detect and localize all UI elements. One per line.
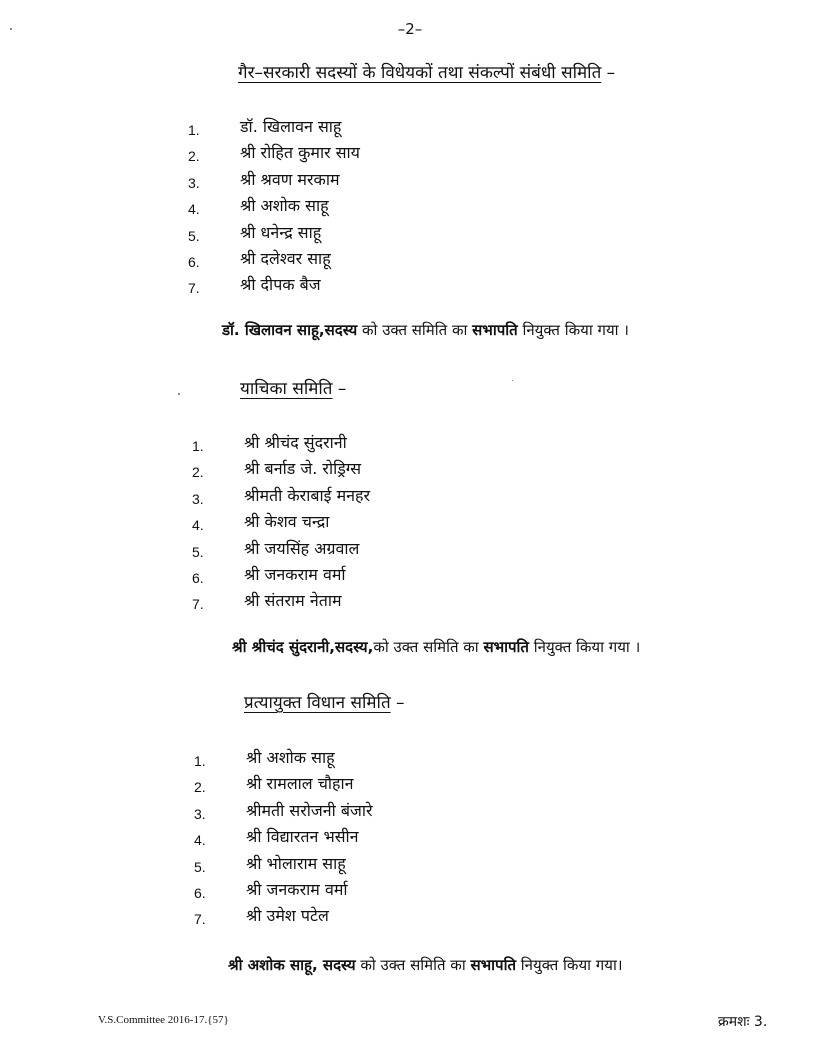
member-name: श्री उमेश पटेल [246,906,329,926]
item-number: 4. [194,832,206,849]
appointment-text: को उक्त समिति का [373,638,484,656]
appointment-text: को उक्त समिति का [355,956,471,974]
item-number: 6. [188,253,200,270]
committee-title: याचिका समिति [240,379,333,399]
committee-title: प्रत्यायुक्त विधान समिति [244,693,391,713]
heading-dash: – [396,693,405,713]
item-number: 1. [194,753,206,769]
item-number: 7. [188,280,200,297]
continued-marker: क्रमशः 3. [718,1014,768,1030]
member-name: श्री अशोक साहू [240,196,329,216]
item-number: 7. [192,596,204,613]
committee-heading [244,690,405,713]
item-number: 2. [194,779,206,796]
chair-appointment [232,637,640,657]
member-name: श्री केशव चन्द्रा [244,512,330,532]
appointment-text: को उक्त समिति का [357,321,473,339]
committee-heading [238,60,615,83]
item-number: 6. [194,884,206,901]
item-number: 4. [192,517,204,534]
member-name: श्रीमती सरोजनी बंजारे [246,800,373,820]
appointment-text: नियुक्त किया गया। [516,956,623,974]
item-number: 3. [188,174,200,191]
member-name: श्रीमती केराबाई मनहर [244,485,371,505]
heading-dash: – [337,379,347,399]
item-number: 2. [192,464,204,481]
member-name: श्री दीपक बैज [240,275,321,295]
member-name: श्री जनकराम वर्मा [244,564,346,584]
member-name: श्री दलेश्वर साहू [240,248,331,268]
scan-speck [512,380,513,381]
member-name: श्री रामलाल चौहान [246,774,354,794]
member-name: श्री जयसिंह अग्रवाल [244,538,360,558]
item-number: 3. [192,490,204,507]
member-name: श्री विद्यारतन भसीन [246,827,359,847]
appointment-text: नियुक्त किया गया । [528,638,641,656]
chair-role: सभापति [483,638,529,656]
chair-appointment [222,320,629,340]
member-name: डॉ. खिलावन साहू [240,117,342,136]
heading-dash: – [606,63,616,83]
item-number: 4. [188,201,200,218]
item-number: 1. [192,438,204,454]
item-number: 3. [194,805,206,822]
chair-appointment [228,955,623,975]
member-name: श्री जनकराम वर्मा [246,879,348,899]
item-number: 7. [194,911,206,928]
chair-role: सभापति [470,956,517,974]
chair-name: श्री श्रीचंद सुंदरानी,सदस्य, [232,638,374,656]
item-number: 2. [188,148,200,165]
page-number: –2– [397,20,423,38]
member-name: श्री संतराम नेताम [244,591,342,611]
chair-name: श्री अशोक साहू, सदस्य [228,956,356,974]
document-reference: V.S.Committee 2016-17.{57} [98,1014,229,1026]
item-number: 5. [194,858,206,875]
member-name: श्री श्रवण मरकाम [240,169,340,189]
member-name: श्री धनेन्द्र साहू [240,222,322,242]
appointment-text: नियुक्त किया गया । [517,321,629,339]
chair-name: डॉ. खिलावन साहू,सदस्य [222,321,358,339]
member-name: श्री अशोक साहू [246,748,335,767]
item-number: 6. [192,569,204,586]
chair-role: सभापति [472,321,518,339]
scan-speck [178,393,180,395]
committee-title: गैर–सरकारी सदस्यों के विधेयकों तथा संकल्पों संबंधी समिति [238,63,602,83]
item-number: 5. [192,543,204,560]
member-name: श्री बर्नाड जे. रोड्रिग्स [244,459,362,479]
item-number: 1. [188,122,200,138]
member-name: श्री भोलाराम साहू [246,853,346,873]
committee-heading [240,376,346,399]
member-name: श्री श्रीचंद सुंदरानी [244,433,347,452]
member-name: श्री रोहित कुमार साय [240,143,360,163]
item-number: 5. [188,227,200,244]
